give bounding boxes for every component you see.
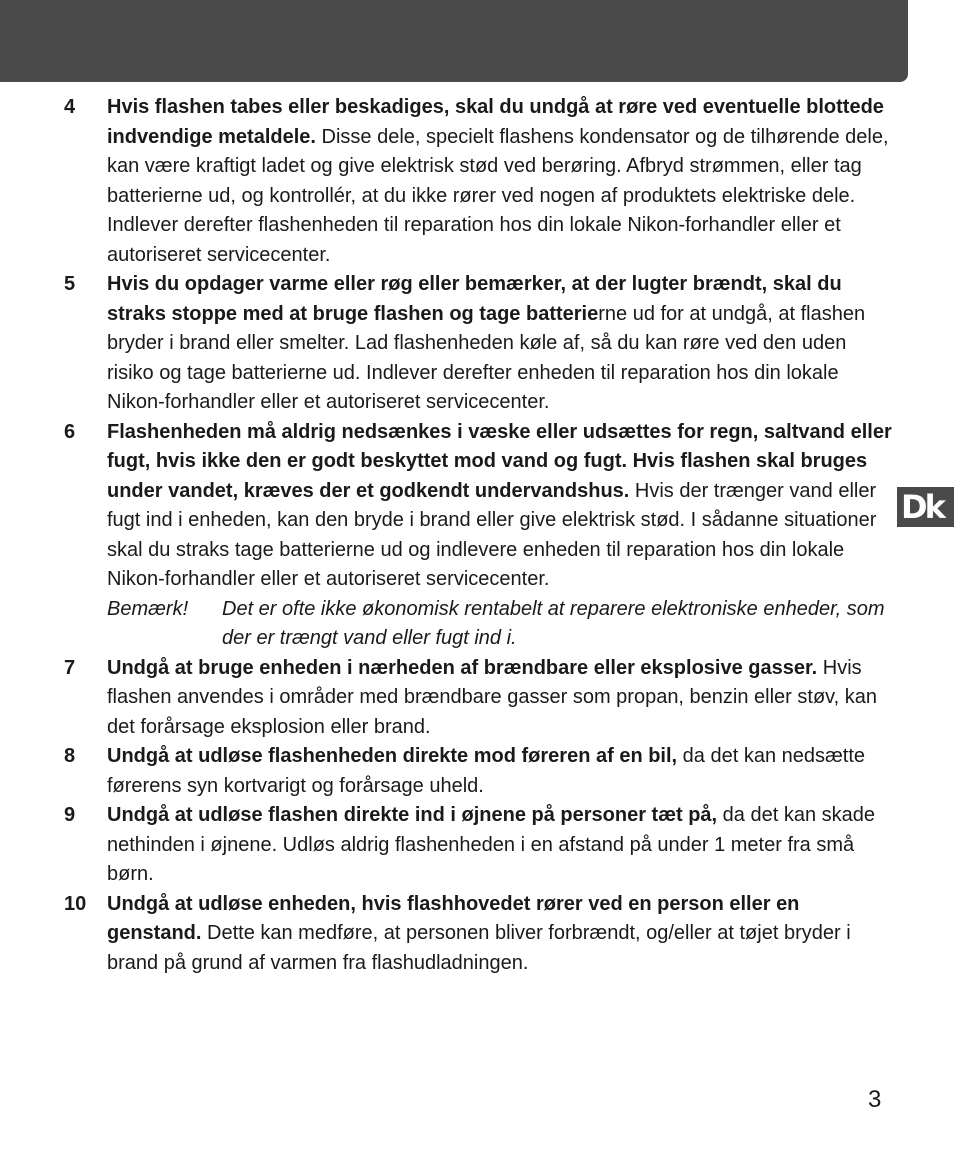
note <box>107 595 894 654</box>
item-number: 7 <box>64 656 76 679</box>
page-number: 3 <box>868 1086 882 1113</box>
item-body <box>107 890 894 979</box>
item-number: 4 <box>64 96 76 118</box>
item-body <box>107 742 894 801</box>
list-item <box>64 418 894 654</box>
item-heading: Undgå at udløse enheden, hvis flashhovedet rører ved en person eller en genstand. <box>107 892 800 944</box>
list-item <box>64 801 894 890</box>
item-text: Dette kan medføre, at personen bliver forbrændt, og/eller at tøjet bryder i brand på grund af varmen fra flashudladningen. <box>107 922 851 974</box>
item-heading: Undgå at udløse flashenheden direkte mod føreren af en bil, <box>107 745 678 767</box>
note-text: Det er ofte ikke økonomisk rentabelt at reparere elektroniske enheder, som der er trængt vand eller fugt ind i. <box>222 597 885 649</box>
language-tab: Dk <box>897 487 954 527</box>
item-number: 5 <box>64 273 76 295</box>
item-body <box>107 93 894 270</box>
item-text: da det kan nedsætte førerens syn kortvarigt og forårsage uheld. <box>107 745 866 797</box>
item-text: Hvis der trænger vand eller fugt ind i enheden, kan den bryde i brand eller give elektrisk stød. I sådanne situationer skal du straks tage batterierne ud og indlevere enheden til reparation hos din lokale Nikon-forhandler eller et autoriseret servicecenter. <box>107 479 877 590</box>
item-number: 8 <box>64 745 76 767</box>
item-body <box>107 801 894 890</box>
item-text: Hvis flashen anvendes i områder med brændbare gasser som propan, benzin eller støv, kan det forårsage eksplosion eller brand. <box>107 656 878 738</box>
list-item <box>64 742 894 801</box>
item-heading: Hvis flashen tabes eller beskadiges, skal du undgå at røre ved eventuelle blottede indvendige metaldele. <box>107 96 884 148</box>
item-text: da det kan skade nethinden i øjnene. Udløs aldrig flashenheden i en afstand på under 1 meter fra små børn. <box>107 804 875 885</box>
item-heading: Hvis du opdager varme eller røg eller bemærker, at der lugter brændt, skal du straks stoppe med at bruge flashen og tage batterie <box>107 273 842 325</box>
item-body <box>107 418 894 654</box>
list-item <box>64 270 894 418</box>
list-item <box>64 890 894 979</box>
item-heading: Flashenheden må aldrig nedsænkes i væske eller udsættes for regn, saltvand eller fugt, hvis ikke den er godt beskyttet mod vand og fugt. Hvis flashen skal bruges under vandet, kræves der et godkendt undervandshus. <box>107 420 892 502</box>
warning-list <box>64 93 894 978</box>
list-item <box>64 93 894 270</box>
item-body <box>107 654 894 743</box>
item-number: 9 <box>64 804 76 826</box>
item-heading: Undgå at bruge enheden i nærheden af brændbare eller eksplosive gasser. <box>107 656 818 679</box>
item-body <box>107 270 894 418</box>
note-label: Bemærk! <box>107 597 189 620</box>
header-bar <box>0 0 908 82</box>
item-number: 6 <box>64 420 76 443</box>
item-number: 10 <box>64 892 87 915</box>
item-text: Disse dele, specielt flashens kondensator og de tilhørende dele, kan være kraftigt ladet og give elektrisk stød ved berøring. Afbryd strømmen, eller tag batterierne ud, og kontrollér, at du ikke rører ved nogen af produktets elektriske dele. Indlever derefter flashenheden til reparation hos din lokale Nikon-forhandler eller et autoriseret servicecenter. <box>107 125 889 266</box>
item-text: rne ud for at undgå, at flashen bryder i brand eller smelter. Lad flashenheden køle af, så du kan røre ved den uden risiko og tage batterierne ud. Indlever derefter enheden til reparation hos din lokale Nikon-forhandler eller et autoriseret servicecenter. <box>107 302 866 413</box>
item-heading: Undgå at udløse flashen direkte ind i øjnene på personer tæt på, <box>107 804 718 826</box>
list-item <box>64 654 894 743</box>
